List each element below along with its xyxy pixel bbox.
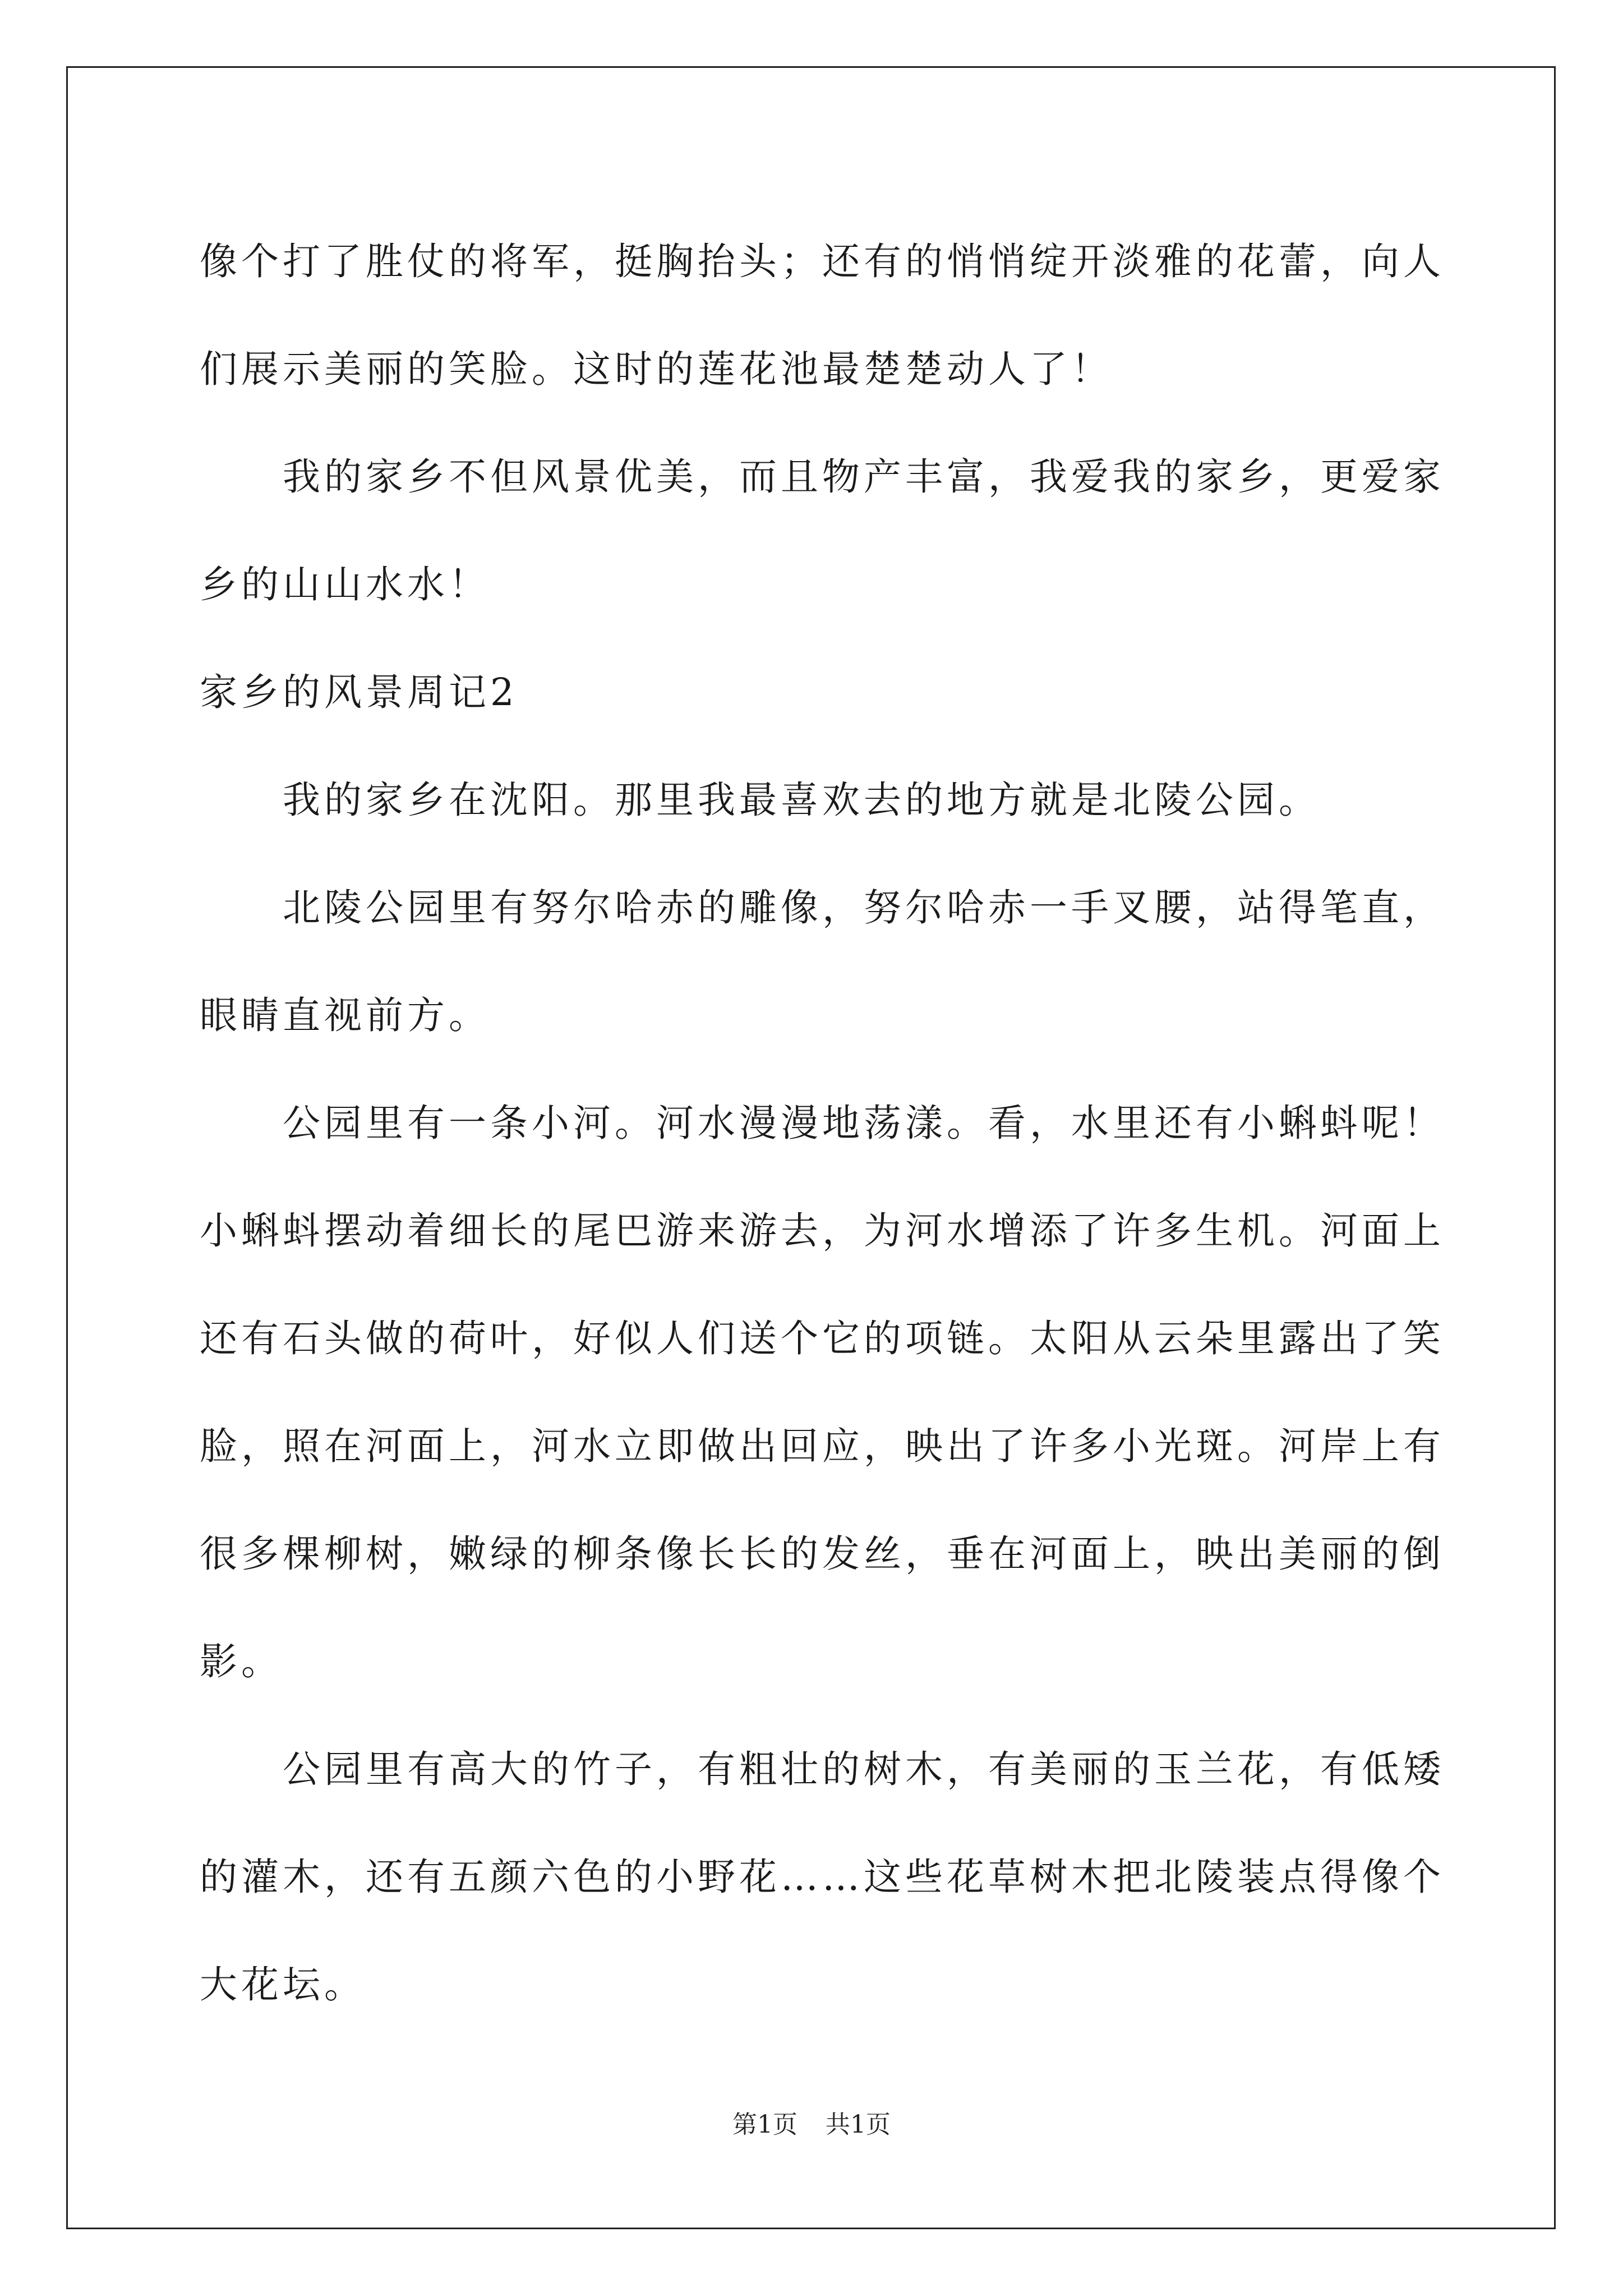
text-line: 北陵公园里有努尔哈赤的雕像，努尔哈赤一手叉腰，站得笔直， xyxy=(283,886,1445,930)
page-footer xyxy=(0,2108,1623,2142)
text-line: 脸，照在河面上，河水立即做出回应，映出了许多小光斑。河岸上有 xyxy=(200,1424,1445,1468)
text-line: 很多棵柳树，嫩绿的柳条像长长的发丝，垂在河面上，映出美丽的倒 xyxy=(200,1532,1445,1576)
page-total: 共1页 xyxy=(826,2110,891,2139)
text-line: 大花坛。 xyxy=(200,1963,366,2007)
section-title: 家乡的风景周记2 xyxy=(200,670,518,714)
text-line: 公园里有一条小河。河水漫漫地荡漾。看，水里还有小蝌蚪呢！ xyxy=(283,1101,1445,1145)
page-number: 第1页 xyxy=(732,2110,797,2139)
text-line: 还有石头做的荷叶，好似人们送个它的项链。太阳从云朵里露出了笑 xyxy=(200,1317,1445,1360)
text-line: 乡的山山水水！ xyxy=(200,563,490,606)
text-line: 影。 xyxy=(200,1640,283,1683)
text-line: 眼睛直视前方。 xyxy=(200,993,490,1037)
text-line: 像个打了胜仗的将军，挺胸抬头；还有的悄悄绽开淡雅的花蕾，向人 xyxy=(200,240,1445,283)
text-line: 小蝌蚪摆动着细长的尾巴游来游去，为河水增添了许多生机。河面上 xyxy=(200,1209,1445,1253)
text-line: 公园里有高大的竹子，有粗壮的树木，有美丽的玉兰花，有低矮 xyxy=(283,1747,1445,1791)
document-body xyxy=(200,208,1445,2039)
text-line: 我的家乡不但风景优美，而且物产丰富，我爱我的家乡，更爱家 xyxy=(283,455,1445,499)
text-line: 我的家乡在沈阳。那里我最喜欢去的地方就是北陵公园。 xyxy=(283,778,1320,822)
text-line: 的灌木，还有五颜六色的小野花……这些花草树木把北陵装点得像个 xyxy=(200,1855,1445,1899)
text-line: 们展示美丽的笑脸。这时的莲花池最楚楚动人了！ xyxy=(200,347,1113,391)
